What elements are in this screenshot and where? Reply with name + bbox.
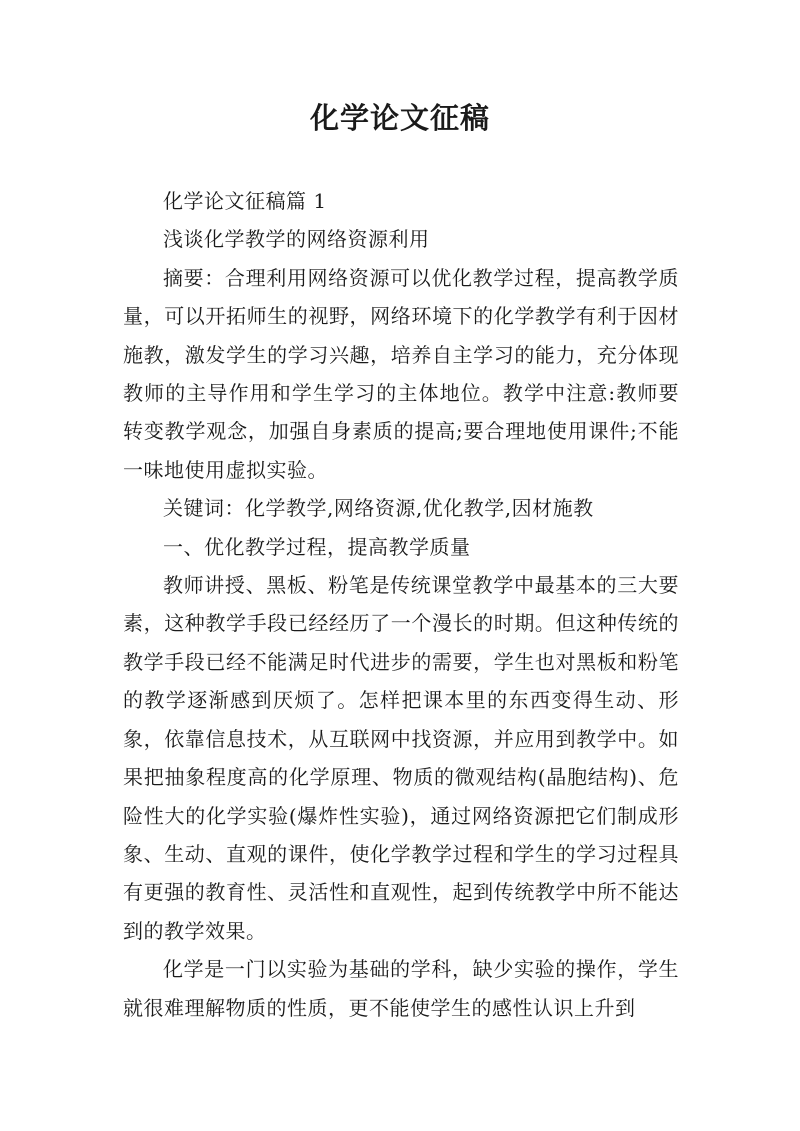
keywords-line: 关键词：化学教学,网络资源,优化教学,因材施教 — [163, 496, 594, 521]
section-heading: 化学论文征稿篇 1 — [163, 189, 327, 213]
document-body — [123, 182, 679, 1027]
subheading: 一、优化教学过程，提高教学质量 — [163, 534, 471, 559]
abstract-paragraph: 摘要：合理利用网络资源可以优化教学过程，提高教学质量，可以开拓师生的视野，网络环境下的化学教学有利于因材施教，激发学生的学习兴趣，培养自主学习的能力，充分体现教师的主导作用和学生学习的主体地位。教学中注意:教师要转变教学观念，加强自身素质的提高;要合理地使用课件;不能一味地使用虚拟实验。 — [123, 265, 679, 482]
document-title: 化学论文征稿 — [309, 101, 490, 135]
article-title: 浅谈化学教学的网络资源利用 — [163, 227, 430, 252]
body-paragraph: 教师讲授、黑板、粉笔是传统课堂教学中最基本的三大要素，这种教学手段已经经历了一个漫长的时期。但这种传统的教学手段已经不能满足时代进步的需要，学生也对黑板和粉笔的教学逐渐感到厌烦了。怎样把课本里的东西变得生动、形象，依靠信息技术，从互联网中找资源，并应用到教学中。如果把抽象程度高的化学原理、物质的微观结构(晶胞结构)、危险性大的化学实验(爆炸性实验)，通过网络资源把它们制成形象、生动、直观的课件，使化学教学过程和学生的学习过程具有更强的教育性、灵活性和直观性，起到传统教学中所不能达到的教学效果。 — [123, 573, 679, 943]
body-paragraph: 化学是一门以实验为基础的学科，缺少实验的操作，学生就很难理解物质的性质，更不能使学生的感性认识上升到 — [123, 957, 679, 1020]
